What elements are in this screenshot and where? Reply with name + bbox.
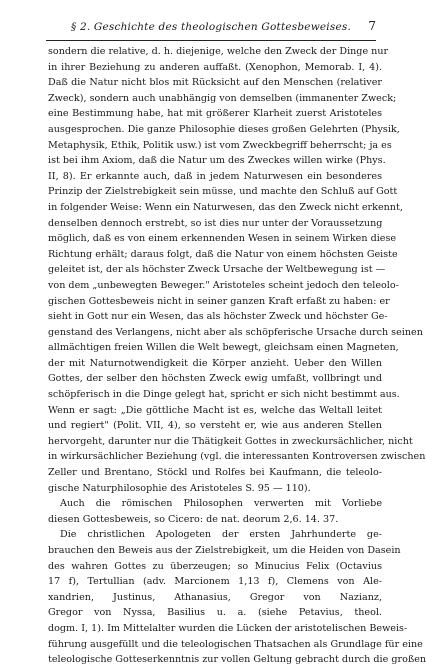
text-line: sondern die relative, d. h. diejenige, welche den Zweck der Dinge nur xyxy=(48,46,389,57)
text-line: möglich, daß es von einem erkennenden Wesen in seinem Wirken diese xyxy=(48,233,397,245)
text-line: gische Naturphilosophie des Aristoteles S. 95 — 110). xyxy=(48,482,311,494)
text-line: in ihrer Beziehung zu anderen auffaßt. (Xenophon, Memorab. I, 4). xyxy=(48,61,382,73)
text-line: Auch die römischen Philosophen verwerten mit Vorliebe xyxy=(60,498,382,510)
text-line: Zweck), sondern auch unabhängig von demselben (immanenter Zweck; xyxy=(48,92,397,104)
text-line: führung ausgefüllt und die teleologischen Thatsachen als Grundlage für eine xyxy=(48,638,423,650)
text-line: dogm. I, 1). Im Mittelalter wurden die Lücken der aristotelischen Beweis- xyxy=(48,622,408,634)
text-line: denselben dennoch erstrebt, so ist dies nur unter der Voraussetzung xyxy=(48,217,383,229)
text-line: der mit Naturnotwendigkeit die Körper anzieht. Ueber den Willen xyxy=(48,357,382,369)
paragraph xyxy=(48,527,426,667)
text-line: hervorgeht, darunter nur die Thätigkeit Gottes in zweckursächlicher, nicht xyxy=(48,435,413,447)
text-line: in folgender Weise: Wenn ein Naturwesen, das den Zweck nicht erkennt, xyxy=(48,201,403,213)
text-line: Richtung erhält; daraus folgt, daß die Natur von einem höchsten Geiste xyxy=(48,248,398,260)
text-line: ist bei ihm Axiom, daß die Natur um des Zweckes willen wirke (Phys. xyxy=(48,155,386,167)
text-line: geleitet ist, der als höchster Zweck Ursache der Weltbewegung ist — xyxy=(48,264,386,276)
text-line: Prinzip der Zielstrebigkeit sein müsse, und machte den Schluß auf Gott xyxy=(48,186,398,198)
page-number: 7 xyxy=(368,19,376,33)
text-line: II, 8). Er erkannte auch, daß in jedem Naturwesen ein besonderes xyxy=(48,170,382,182)
page-header xyxy=(46,14,376,41)
body-text xyxy=(48,44,426,668)
text-line: Daß die Natur nicht blos mit Rücksicht auf den Menschen (relativer xyxy=(48,77,382,89)
text-line: diesen Gottesbeweis, so Cicero: de nat. deorum 2,6. 14. 37. xyxy=(48,513,339,525)
text-line: Wenn er sagt: „Die göttliche Macht ist es, welche das Weltall leitet xyxy=(48,404,382,416)
text-line: eine Bestimmung habe, hat mit größerer Klarheit zuerst Aristoteles xyxy=(48,108,382,120)
text-line: 17 f), Tertullian (adv. Marcionem 1,13 f), Clemens von Ale- xyxy=(48,576,382,588)
text-line: Metaphysik, Ethik, Politik usw.) ist vom Zweckbegriff beherrscht; ja es xyxy=(48,139,392,151)
text-line: Zeller und Brentano, Stöckl und Rolfes bei Kaufmann, die teleolo- xyxy=(48,467,382,479)
text-line: genstand des Verlangens, nicht aber als schöpferische Ursache durch seinen xyxy=(48,326,423,338)
text-line: schöpferisch in die Dinge gelegt hat, spricht er sich nicht bestimmt aus. xyxy=(48,389,400,401)
paragraph xyxy=(48,496,382,527)
text-line: von dem „unbewegten Beweger." Aristoteles scheint jedoch den teleolo- xyxy=(48,279,399,291)
text-line: gischen Gottesbeweis nicht in seiner ganzen Kraft erfaßt zu haben: er xyxy=(48,295,390,307)
text-line: des wahren Gottes zu überzeugen; so Minucius Felix (Octavius xyxy=(48,560,382,572)
text-line: brauchen den Beweis aus der Zielstrebigkeit, um die Heiden von Dasein xyxy=(48,545,401,556)
text-line: teleologische Gotteserkenntnis zur vollen Geltung gebracht durch die großen xyxy=(48,654,426,666)
text-line: und regiert" (Polit. VII, 4), so versteht er, wie aus anderen Stellen xyxy=(48,420,382,432)
text-line: in wirkursächlicher Beziehung (vgl. die interessanten Kontroversen zwischen xyxy=(48,451,426,463)
running-head: § 2. Geschichte des theologischen Gottesbeweises. xyxy=(70,21,351,33)
paragraph xyxy=(48,44,426,496)
text-line: Die christlichen Apologeten der ersten Jahrhunderte ge- xyxy=(60,529,382,541)
text-line: Gregor von Nyssa, Basilius u. a. (siehe Petavius, theol. xyxy=(48,607,382,619)
text-line: allmächtigen freien Willen die Welt bewegt, gleichsam einen Magneten, xyxy=(48,342,399,354)
text-line: ausgesprochen. Die ganze Philosophie dieses großen Gelehrten (Physik, xyxy=(48,123,400,135)
text-line: sieht in Gott nur ein Wesen, das als höchster Zweck und höchster Ge- xyxy=(48,311,388,323)
text-line: xandrien, Justinus, Athanasius, Gregor von Nazianz, xyxy=(48,591,382,603)
text-line: Gottes, der selber den höchsten Zweck ewig umfaßt, vollbringt und xyxy=(48,373,382,385)
